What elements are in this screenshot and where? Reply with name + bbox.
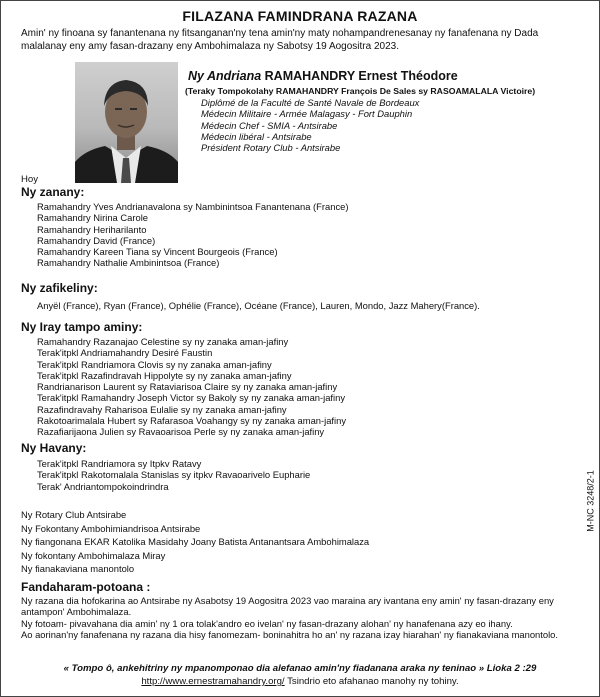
title-line: Médecin Chef - SMIA - Antsirabe: [201, 119, 338, 131]
website-link[interactable]: http://www.ernestramahandry.org/: [141, 676, 285, 687]
website-line: [1, 676, 599, 688]
paragraph: Ny razana dia hofokarina ao Antsirabe ny Asabotsy 19 Aogositra 2023 vao maraina ary ivantana eny amin' ny fasan-drazany eny antampon' Ambohimalaza.: [21, 595, 554, 618]
intro-paragraph: Amin' ny finoana sy fanantenana ny fitsanganan'ny tena amin'ny maty nohampandrenesanay ny fanafenana ny Dada malalanay eny amy fasan-drazany eny Ambohimalaza ny Sabotsy 19 Aogositra 2023.: [21, 28, 539, 52]
list-item: Terak'itpkl Randriamora sy Itpkv Ratavy: [37, 458, 202, 469]
list-item: Terak'itpkl Razafindravah Hippolyte sy ny zanaka aman-jafiny: [37, 369, 292, 381]
notice-title: FILAZANA FAMINDRANA RAZANA: [182, 8, 418, 24]
list-item: Terak'itpkl Andriamahandry Desiré Faustin: [37, 347, 213, 359]
section-heading-zafikeliny: Ny zafikeliny:: [21, 281, 98, 295]
section-heading-iray-tampo: Ny Iray tampo aminy:: [21, 320, 143, 334]
list-item: Ramahandry Kareen Tiana sy Vincent Bourgeois (France): [37, 246, 278, 258]
section-heading-havany: Ny Havany:: [21, 441, 87, 455]
list-item: Ramahandry Nathalie Ambinintsoa (France): [37, 257, 220, 269]
list-item: Ramahandry Nirina Carole: [37, 212, 148, 224]
list-item: Ny fianakaviana manontolo: [21, 563, 135, 574]
fandaharam-text: [21, 595, 579, 640]
list-item: Terak'itpkl Ramahandry Joseph Victor sy Bakoly sy ny zanaka aman-jafiny: [37, 392, 346, 404]
list-item: Ramahandry Heriharilanto: [37, 223, 147, 235]
list-item: Razafiarijaona Julien sy Ravaoarisoa Perle sy ny zanaka aman-jafiny: [37, 426, 325, 438]
title-line: Médecin Militaire - Armée Malagasy - Fort Dauphin: [201, 108, 413, 120]
section-heading-fandaharam: Fandaharam-potoana :: [21, 580, 151, 594]
name-prefix: Ny Andriana: [188, 69, 262, 83]
zafikeliny-text: [37, 300, 480, 311]
list-item: Ny Fokontany Ambohimiandrisoa Antsirabe: [21, 522, 201, 534]
deceased-name: RAMAHANDRY Ernest Théodore: [264, 69, 458, 83]
title-line: Diplômé de la Faculté de Santé Navale de Bordeaux: [201, 97, 420, 108]
list-item: Randrianarison Laurent sy Rataviarisoa Claire sy ny zanaka aman-jafiny: [37, 381, 338, 393]
list-item: Terak'itpkl Randriamora Clovis sy ny zanaka aman-jafiny: [37, 358, 272, 370]
list-item: Ramahandry Yves Andrianavalona sy Nambinintsoa Fanantenana (France): [37, 201, 349, 212]
list-item: Razafindravahy Raharisoa Eulalie sy ny zanaka aman-jafiny: [37, 403, 287, 415]
paragraph: Ao aorinan'ny fanafenana ny razana dia hisy fanomezam- boninahitra ho an' ny razana izay hiarahan' ny fianakaviana manontolo.: [21, 628, 558, 640]
list-item: Anyël (France), Ryan (France), Ophélie (France), Océane (France), Lauren, Mondo, Jazz Mahery(France).: [37, 300, 480, 311]
organizations-list: [21, 508, 369, 576]
iray-tampo-list: [37, 336, 346, 438]
title-line: Médecin libéral - Antsirabe: [201, 130, 312, 142]
deceased-titles: [201, 97, 419, 153]
section-heading-zanany: Ny zanany:: [21, 185, 85, 199]
list-item: Ramahandry Razanajao Celestine sy ny zanaka aman-jafiny: [37, 336, 289, 347]
list-item: Rakotoarimalala Hubert sy Rafarasoa Voahangy sy ny zanaka aman-jafiny: [37, 415, 347, 427]
list-item: Ny Rotary Club Antsirabe: [21, 509, 127, 520]
havany-list: [37, 458, 310, 492]
reference-code: M-NC 3248/2-1: [585, 470, 596, 532]
list-item: Ramahandry David (France): [37, 234, 156, 246]
paragraph: Ny fotoam- pivavahana dia amin' ny 1 ora tolak'andro eo ivelan' ny fasan-drazany alohan' ny hanafenana azy eo ihany.: [21, 617, 513, 629]
list-item: Ny fiangonana EKAR Katolika Masidahy Joany Batista Antanantsara Ambohimalaza: [21, 536, 370, 547]
title-line: Président Rotary Club - Antsirabe: [201, 142, 341, 154]
list-item: Ny fokontany Ambohimalaza Miray: [21, 549, 166, 561]
hoy-label: Hoy: [21, 174, 39, 185]
bible-quote: « Tompo ô, ankehitriny ny mpanomponao dia alefanao amin'ny fiadanana araka ny teninao » Lioka 2 :29: [63, 663, 537, 674]
website-text: Tsindrio eto afahanao manohy ny tohiny.: [284, 676, 459, 687]
deceased-name-line: [188, 69, 458, 83]
portrait-photo: [75, 62, 178, 183]
list-item: Terak' Andriantompokoindrindra: [37, 480, 169, 492]
zanany-list: [37, 201, 348, 269]
list-item: Terak'itpkl Rakotomalala Stanislas sy itpkv Ravaoarivelo Eupharie: [37, 469, 311, 481]
deceased-parents: (Teraky Tompokolahy RAMAHANDRY François De Sales sy RASOAMALALA Victoire): [185, 86, 536, 96]
